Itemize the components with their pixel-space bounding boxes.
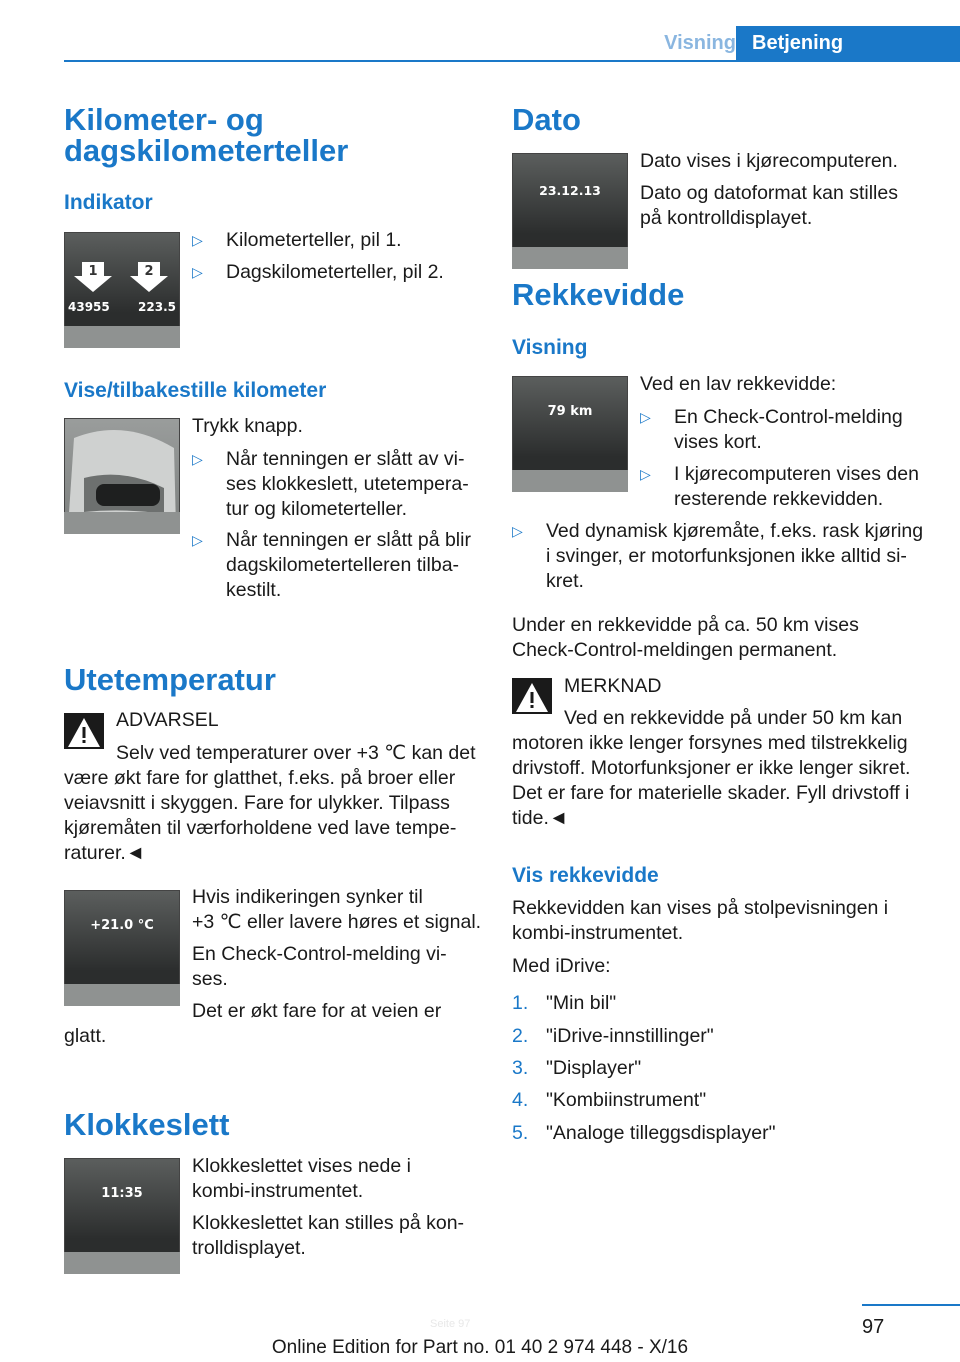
date-value: 23.12.13 (539, 183, 601, 198)
footer-watermark: Seite 97 (430, 1318, 471, 1330)
bullet-triangle-icon: ▷ (640, 409, 651, 425)
vis-text: Rekkevidden kan vises på stolpevisningen i kombi-instrumentet. (512, 897, 889, 944)
reset-button-image (64, 418, 180, 534)
temp-paragraph-1: Hvis indikeringen synker til +3 ℃ eller lavere høres et signal. (192, 886, 482, 933)
temp-paragraph-3: Det er økt fare for at veien er (192, 1000, 442, 1022)
bullet-triangle-icon: ▷ (192, 264, 203, 280)
image-strip (64, 326, 180, 348)
warning-icon (64, 713, 104, 749)
tab-visning[interactable]: Visning (664, 32, 736, 54)
image-strip (512, 247, 628, 269)
heading-klokkeslett: Klokkeslett (64, 1107, 230, 1142)
step-text: "Kombiinstrument" (546, 1089, 707, 1111)
range-display-image (512, 376, 628, 492)
bullet-triangle-icon: ▷ (192, 232, 203, 248)
temp-paragraph-2: En Check-Control-melding vi- ses. (192, 943, 447, 990)
image-strip (64, 512, 180, 534)
merknad-text: motoren ikke lenger forsynes med tilstrekkelig drivstoff. Motorfunksjoner er ikke lenger sikret. Det er fare for materielle skader. Fyll drivstoff i tide.◄ (512, 732, 911, 829)
advarsel-title: ADVARSEL (116, 709, 219, 731)
bullet-triangle-icon: ▷ (640, 466, 651, 482)
arrow-label-2: 2 (144, 264, 154, 279)
reset-text: Trykk knapp. (192, 415, 303, 437)
heading-vis-rekkevidde: Vis rekkevidde (512, 864, 659, 887)
dato-paragraph-1: Dato vises i kjørecomputeren. (640, 150, 898, 172)
heading-kilometerteller: Kilometer- og dagskilometerteller (64, 102, 349, 168)
heading-indikator: Indikator (64, 191, 153, 214)
date-display-image (512, 153, 628, 269)
bullet-triangle-icon: ▷ (512, 523, 523, 539)
image-strip (64, 1252, 180, 1274)
odometer-value: 43955 (68, 300, 110, 314)
notice-icon (512, 678, 552, 714)
tab-betjening[interactable]: Betjening (736, 26, 960, 60)
temperature-display-image (64, 890, 180, 1006)
clock-display-image (64, 1158, 180, 1274)
page-number: 97 (862, 1316, 885, 1338)
step-number: 4. (512, 1089, 529, 1111)
heading-dato: Dato (512, 102, 581, 137)
heading-rekkevidde: Rekkevidde (512, 277, 685, 312)
step-text: "Analoge tilleggsdisplayer" (546, 1122, 776, 1144)
arrow-label-1: 1 (88, 264, 98, 279)
merknad-title: MERKNAD (564, 675, 662, 697)
step-text: "Displayer" (546, 1057, 642, 1079)
tripmeter-value: 223.5 (138, 300, 176, 314)
heading-utetemperatur: Utetemperatur (64, 662, 276, 697)
heading-visning: Visning (512, 336, 588, 359)
advarsel-text-first: Selv ved temperaturer over +3 ℃ kan det (116, 742, 476, 764)
range-value: 79 km (547, 404, 593, 419)
merknad-text-first: Ved en rekkevidde på under 50 km kan (564, 707, 903, 729)
klokke-paragraph-1: Klokkeslettet vises nede i kombi-instrumentet. (192, 1155, 411, 1202)
clock-value: 11:35 (101, 1186, 143, 1201)
bullet-triangle-icon: ▷ (192, 532, 203, 548)
dato-paragraph-2: Dato og datoformat kan stilles på kontrolldisplayet. (640, 182, 898, 229)
bullet-triangle-icon: ▷ (192, 451, 203, 467)
temperature-value: +21.0 °C (90, 918, 154, 933)
image-strip (512, 470, 628, 492)
heading-vise-tilbakestille: Vise/tilbakestille kilometer (64, 379, 327, 402)
under-text: Under en rekkevidde på ca. 50 km vises Check-Control-meldingen permanent. (512, 614, 859, 661)
temp-paragraph-3-rest: glatt. (64, 1025, 107, 1047)
step-text: "iDrive-innstillinger" (546, 1025, 714, 1047)
klokke-paragraph-2: Klokkeslettet kan stilles på kon- trolldisplayet. (192, 1212, 465, 1259)
step-number: 5. (512, 1122, 529, 1144)
step-number: 1. (512, 992, 529, 1014)
step-text: "Min bil" (546, 992, 617, 1014)
step-number: 2. (512, 1025, 529, 1047)
advarsel-text: være økt fare for glatthet, f.eks. på broer eller veiavsnitt i skyggen. Fare for ulykker. Tilpass kjøremåten til værforholdene ved lave tempe- raturer.◄ (64, 767, 457, 864)
footer-edition: Online Edition for Part no. 01 40 2 974 448 - X/16 (271, 1337, 689, 1358)
odometer-image (64, 232, 180, 348)
footer-rule (862, 1304, 960, 1306)
step-number: 3. (512, 1057, 529, 1079)
image-strip (64, 984, 180, 1006)
visning-text: Ved en lav rekkevidde: (640, 373, 837, 395)
header-rule (64, 60, 960, 62)
idrive-text: Med iDrive: (512, 955, 611, 977)
